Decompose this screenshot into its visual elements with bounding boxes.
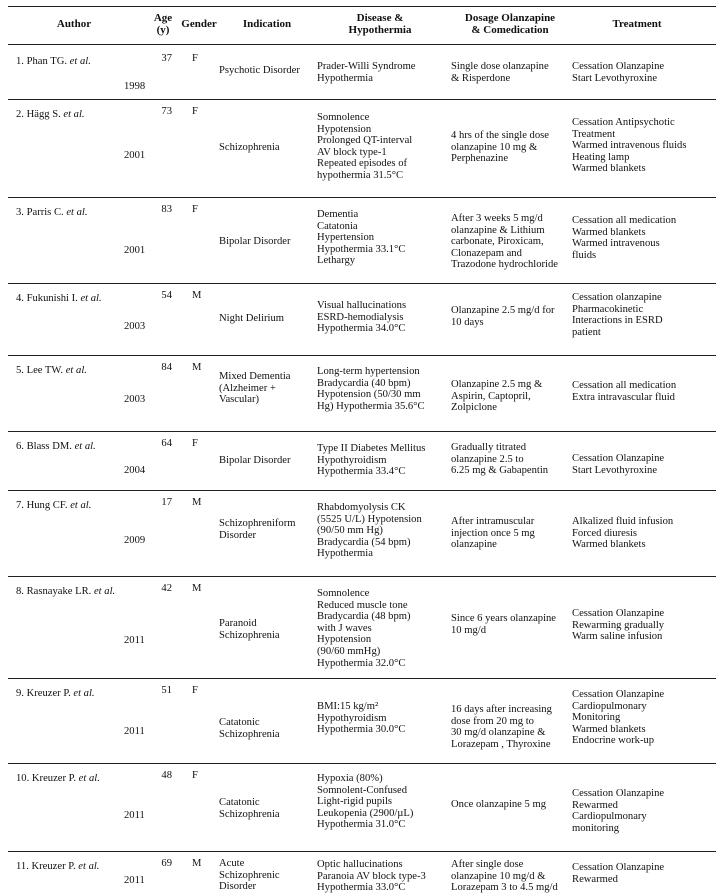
author-name: 8. Rasnayake LR. [16, 586, 92, 597]
year-cell: 2011 [124, 726, 145, 737]
year-cell: 2003 [124, 321, 146, 332]
age-cell: 64 [161, 438, 172, 449]
header-disease: Disease & Hypothermia [348, 12, 412, 36]
dosage-cell: Olanzapine 2.5 mg & Aspirin, Captopril, Zolpiclone [451, 379, 543, 414]
dosage-cell: After intramuscular injection once 5 mg olanzapine [451, 516, 535, 551]
gender-cell: M [192, 497, 202, 508]
author-etal: et al. [67, 56, 91, 67]
dosage-cell: Once olanzapine 5 mg [451, 799, 547, 810]
row-rule [8, 99, 716, 100]
indication-cell: Psychotic Disorder [219, 65, 300, 76]
header-indication: Indication [242, 18, 292, 30]
indication-cell: Mixed Dementia (Alzheimer + Vascular) [219, 371, 291, 406]
age-cell: 51 [161, 685, 172, 696]
header-dosage: Dosage Olanzapine & Comedication [464, 12, 556, 36]
author-etal: et al. [71, 441, 96, 452]
disease-cell: Optic hallucinations Paranoia AV block type-3 Hypothermia 33.0°C [317, 859, 426, 894]
year-cell: 2003 [124, 394, 146, 405]
header-author: Author [56, 18, 92, 30]
author-cell [16, 500, 128, 512]
header-rule [8, 44, 716, 45]
row-rule [8, 576, 716, 577]
indication-cell: Schizophreniform Disorder [219, 518, 296, 541]
gender-cell: M [192, 583, 202, 594]
gender-cell: F [192, 204, 198, 215]
author-cell [16, 773, 128, 785]
author-name: 2. Hägg S. [16, 109, 61, 120]
dosage-cell: After 3 weeks 5 mg/d olanzapine & Lithium carbonate, Piroxicam, Clonazepam and Trazodone hydrochloride [451, 213, 558, 271]
author-name: 7. Hung CF. [16, 500, 68, 511]
age-cell: 69 [161, 858, 172, 869]
row-rule [8, 197, 716, 198]
row-rule [8, 678, 716, 679]
author-etal: et al. [77, 293, 102, 304]
indication-cell: Catatonic Schizophrenia [219, 797, 280, 820]
disease-cell: Visual hallucinations ESRD-hemodialysis Hypothermia 34.0°C [317, 300, 407, 335]
author-cell [16, 861, 128, 873]
gender-cell: M [192, 362, 202, 373]
header-age: Age (y) [153, 12, 173, 36]
author-etal: et al. [67, 500, 92, 511]
year-cell: 2009 [124, 535, 146, 546]
author-etal: et al. [75, 861, 100, 872]
year-cell: 1998 [124, 81, 146, 92]
author-name: 6. Blass DM. [16, 441, 72, 452]
year-cell: 2011 [124, 875, 145, 886]
author-name: 3. Parris C. [16, 207, 64, 218]
author-name: 1. Phan TG. [16, 56, 68, 67]
treatment-cell: Cessation Olanzapine Rewarming gradually Warm saline infusion [572, 608, 665, 643]
author-cell [16, 688, 128, 700]
author-cell [16, 586, 128, 598]
disease-cell: Long-term hypertension Bradycardia (40 bpm) Hypotension (50/30 mm Hg) Hypothermia 35.6°C [317, 366, 425, 412]
gender-cell: F [192, 106, 198, 117]
row-rule [8, 763, 716, 764]
year-cell: 2001 [124, 245, 146, 256]
gender-cell: F [192, 53, 198, 64]
author-cell [16, 109, 128, 121]
indication-cell: Schizophrenia [219, 142, 280, 153]
gender-cell: M [192, 858, 202, 869]
disease-cell: Type II Diabetes Mellitus Hypothyroidism Hypothermia 33.4°C [317, 443, 426, 478]
gender-cell: F [192, 685, 198, 696]
author-etal: et al. [60, 109, 85, 120]
author-name: 10. Kreuzer P. [16, 773, 77, 784]
indication-cell: Night Delirium [219, 313, 285, 324]
author-etal: et al. [63, 365, 87, 376]
indication-cell: Paranoid Schizophrenia [219, 618, 280, 641]
treatment-cell: Cessation Olanzapine Start Levothyroxine [572, 61, 665, 84]
author-cell [16, 293, 128, 305]
treatment-cell: Cessation all medication Extra intravascular fluid [572, 380, 677, 403]
treatment-cell: Cessation Olanzapine Cardiopulmonary Monitoring Warmed blankets Endocrine work-up [572, 689, 665, 747]
author-cell [16, 365, 128, 377]
dosage-cell: 16 days after increasing dose from 20 mg to 30 mg/d olanzapine & Lorazepam , Thyroxine [451, 704, 552, 750]
disease-cell: Somnolence Hypotension Prolonged QT-interval AV block type-1 Repeated episodes of hypothermia 31.5°C [317, 112, 413, 181]
dosage-cell: Since 6 years olanzapine 10 mg/d [451, 613, 557, 636]
year-cell: 2004 [124, 465, 146, 476]
disease-cell: Prader-Willi Syndrome Hypothermia [317, 61, 416, 84]
age-cell: 37 [161, 53, 172, 64]
author-etal: et al. [91, 586, 116, 597]
author-name: 4. Fukunishi I. [16, 293, 78, 304]
author-etal: et al. [63, 207, 88, 218]
dosage-cell: Single dose olanzapine & Risperdone [451, 61, 549, 84]
age-cell: 54 [161, 290, 172, 301]
author-etal: et al. [70, 688, 95, 699]
age-cell: 73 [161, 106, 172, 117]
treatment-cell: Cessation Olanzapine Rewarmed Cardiopulmonary monitoring [572, 788, 665, 834]
author-cell [16, 441, 128, 453]
disease-cell: BMI:15 kg/m² Hypothyroidism Hypothermia 30.0°C [317, 701, 406, 736]
author-cell [16, 207, 128, 219]
year-cell: 2011 [124, 635, 145, 646]
treatment-cell: Alkalized fluid infusion Forced diuresis Warmed blankets [572, 516, 674, 551]
dosage-cell: After single dose olanzapine 10 mg/d & Lorazepam 3 to 4.5 mg/d [451, 859, 558, 894]
gender-cell: M [192, 290, 202, 301]
age-cell: 48 [161, 770, 172, 781]
gender-cell: F [192, 438, 198, 449]
row-rule [8, 490, 716, 491]
author-name: 9. Kreuzer P. [16, 688, 71, 699]
treatment-cell: Cessation Olanzapine Start Levothyroxine [572, 453, 665, 476]
indication-cell: Bipolar Disorder [219, 455, 291, 466]
age-cell: 84 [161, 362, 172, 373]
treatment-cell: Cessation Antipsychotic Treatment Warmed intravenous fluids Heating lamp Warmed blankets [572, 117, 687, 175]
row-rule [8, 283, 716, 284]
indication-cell: Acute Schizophrenic Disorder [219, 858, 280, 893]
year-cell: 2011 [124, 810, 145, 821]
year-cell: 2001 [124, 150, 146, 161]
indication-cell: Bipolar Disorder [219, 236, 291, 247]
age-cell: 17 [161, 497, 172, 508]
disease-cell: Hypoxia (80%) Somnolent-Confused Light-rigid pupils Leukopenia (2900/µL) Hypothermia 31.0°C [317, 773, 414, 831]
disease-cell: Rhabdomyolysis CK (5525 U/L) Hypotension (90/50 mm Hg) Bradycardia (54 bpm) Hypothermia [317, 502, 422, 560]
dosage-cell: Gradually titrated olanzapine 2.5 to 6.25 mg & Gabapentin [451, 442, 549, 477]
author-name: 11. Kreuzer P. [16, 861, 76, 872]
disease-cell: Somnolence Reduced muscle tone Bradycardia (48 bpm) with J waves Hypotension (90/60 mmHg) Hypothermia 32.0°C [317, 588, 411, 669]
treatment-cell: Cessation olanzapine Pharmacokinetic Interactions in ESRD patient [572, 292, 663, 338]
age-cell: 42 [161, 583, 172, 594]
indication-cell: Catatonic Schizophrenia [219, 717, 280, 740]
age-cell: 83 [161, 204, 172, 215]
disease-cell: Dementia Catatonia Hypertension Hypothermia 33.1°C Lethargy [317, 209, 406, 267]
author-etal: et al. [76, 773, 100, 784]
row-rule [8, 851, 716, 852]
header-gender: Gender [181, 18, 217, 30]
row-rule [8, 431, 716, 432]
top-rule [8, 6, 716, 7]
header-treatment: Treatment [612, 18, 662, 30]
author-name: 5. Lee TW. [16, 365, 64, 376]
treatment-cell: Cessation all medication Warmed blankets Warmed intravenous fluids [572, 215, 677, 261]
dosage-cell: Olanzapine 2.5 mg/d for 10 days [451, 305, 555, 328]
gender-cell: F [192, 770, 198, 781]
treatment-cell: Cessation Olanzapine Rewarmed [572, 862, 665, 885]
dosage-cell: 4 hrs of the single dose olanzapine 10 mg & Perphenazine [451, 130, 549, 165]
row-rule [8, 355, 716, 356]
author-cell [16, 56, 128, 68]
